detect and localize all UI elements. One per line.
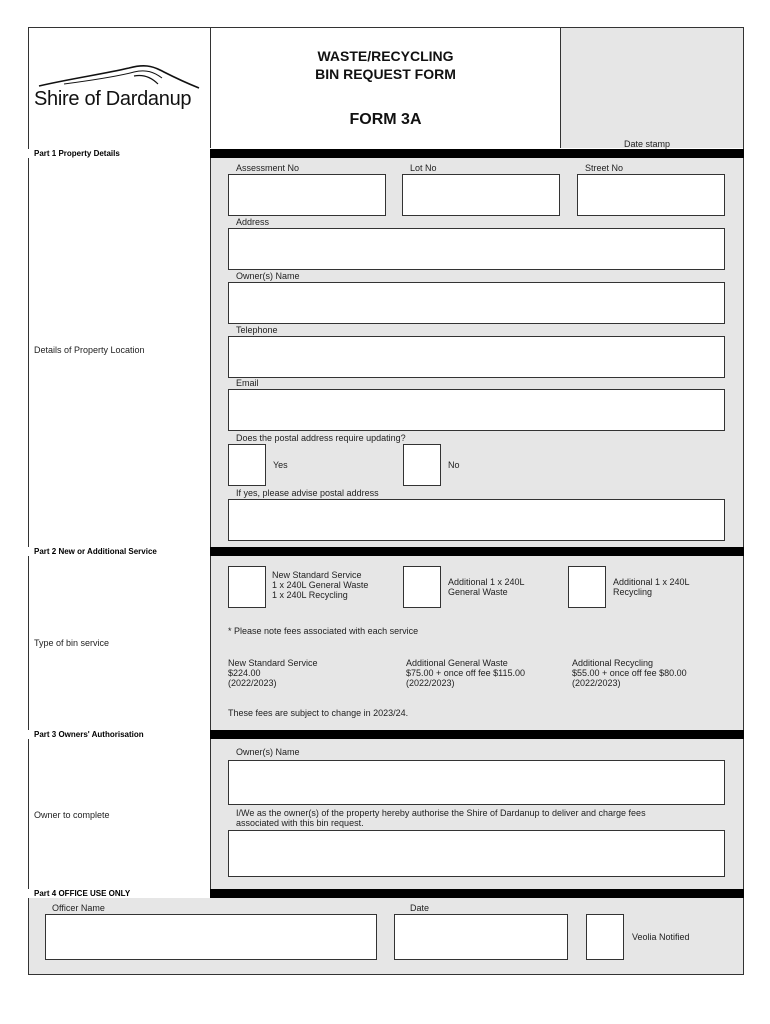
- part1-divider: [210, 158, 211, 547]
- option2-line2: General Waste: [448, 587, 508, 597]
- additional-general-waste-checkbox[interactable]: [403, 566, 441, 608]
- option2-line1: Additional 1 x 240L: [448, 577, 525, 587]
- part3-heading: Part 3 Owners' Authorisation: [28, 730, 210, 739]
- part4-heading: Part 4 OFFICE USE ONLY: [28, 889, 210, 898]
- new-standard-service-checkbox[interactable]: [228, 566, 266, 608]
- fee2-title: Additional General Waste: [406, 658, 508, 668]
- part3-owners-name-field[interactable]: [228, 760, 725, 805]
- fee3-amount: $55.00 + once off fee $80.00: [572, 668, 687, 678]
- form-title-line2: BIN REQUEST FORM: [315, 66, 456, 82]
- part3-side-label: Owner to complete: [34, 810, 110, 820]
- part2-divider: [210, 556, 211, 730]
- date-field[interactable]: [394, 914, 568, 960]
- owners-name-label: Owner(s) Name: [236, 271, 300, 281]
- address-field[interactable]: [228, 228, 725, 270]
- logo: [30, 50, 210, 120]
- assessment-no-label: Assessment No: [236, 163, 300, 173]
- officer-name-label: Officer Name: [52, 903, 105, 913]
- date-label: Date: [410, 903, 430, 913]
- fee3-year: (2022/2023): [572, 678, 621, 688]
- part3-owners-name-label: Owner(s) Name: [236, 747, 300, 757]
- telephone-label: Telephone: [236, 325, 278, 335]
- fee1-year: (2022/2023): [228, 678, 277, 688]
- veolia-notified-checkbox[interactable]: [586, 914, 624, 960]
- form-title-line1: WASTE/RECYCLING: [317, 48, 454, 64]
- fee2-amount: $75.00 + once off fee $115.00: [406, 668, 526, 678]
- form-code: FORM 3A: [349, 111, 422, 128]
- part3-heading-bar: [28, 730, 744, 739]
- postal-question-label: Does the postal address require updating?: [236, 433, 406, 443]
- email-field[interactable]: [228, 389, 725, 431]
- option3-line1: Additional 1 x 240L: [613, 577, 690, 587]
- lot-no-field[interactable]: [402, 174, 560, 216]
- postal-yes-checkbox[interactable]: [228, 444, 266, 486]
- part1-heading-bar: [28, 149, 744, 158]
- fees-note: * Please note fees associated with each service: [228, 626, 419, 636]
- part4-heading-bar: [28, 889, 744, 898]
- postal-no-label: No: [448, 460, 460, 470]
- logo-text: Shire of Dardanup: [34, 88, 192, 110]
- part1-side-label: Details of Property Location: [34, 345, 145, 355]
- lot-no-label: Lot No: [410, 163, 437, 173]
- postal-no-checkbox[interactable]: [403, 444, 441, 486]
- owners-name-field[interactable]: [228, 282, 725, 324]
- veolia-notified-label: Veolia Notified: [632, 932, 690, 942]
- fee1-amount: $224.00: [228, 668, 261, 678]
- part3-divider: [210, 739, 211, 889]
- postal-address-field[interactable]: [228, 499, 725, 541]
- option1-line1: New Standard Service: [272, 570, 362, 580]
- email-label: Email: [236, 378, 259, 388]
- option1-line3: 1 x 240L Recycling: [272, 590, 348, 600]
- part1-heading: Part 1 Property Details: [28, 149, 210, 158]
- authorisation-line2: associated with this bin request.: [236, 818, 364, 828]
- fee3-title: Additional Recycling: [572, 658, 654, 668]
- fees-change-note: These fees are subject to change in 2023/24.: [228, 708, 409, 718]
- fee2-year: (2022/2023): [406, 678, 455, 688]
- authorisation-line1: I/We as the owner(s) of the property hereby authorise the Shire of Dardanup to deliver and charge fees: [236, 808, 646, 818]
- fee1-title: New Standard Service: [228, 658, 318, 668]
- header-divider-left: [210, 27, 211, 148]
- postal-advise-label: If yes, please advise postal address: [236, 488, 379, 498]
- additional-recycling-checkbox[interactable]: [568, 566, 606, 608]
- street-no-label: Street No: [585, 163, 624, 173]
- assessment-no-field[interactable]: [228, 174, 386, 216]
- date-stamp-label: Date stamp: [624, 139, 671, 149]
- option3-line2: Recycling: [613, 587, 653, 597]
- part2-side-label: Type of bin service: [34, 638, 110, 648]
- street-no-field[interactable]: [577, 174, 725, 216]
- signature-field[interactable]: [228, 830, 725, 877]
- telephone-field[interactable]: [228, 336, 725, 378]
- officer-name-field[interactable]: [45, 914, 377, 960]
- date-stamp-box: [561, 28, 743, 148]
- part2-heading-bar: [28, 547, 744, 556]
- part2-heading: Part 2 New or Additional Service: [28, 547, 210, 556]
- option1-line2: 1 x 240L General Waste: [272, 580, 369, 590]
- postal-yes-label: Yes: [273, 460, 288, 470]
- address-label: Address: [236, 217, 270, 227]
